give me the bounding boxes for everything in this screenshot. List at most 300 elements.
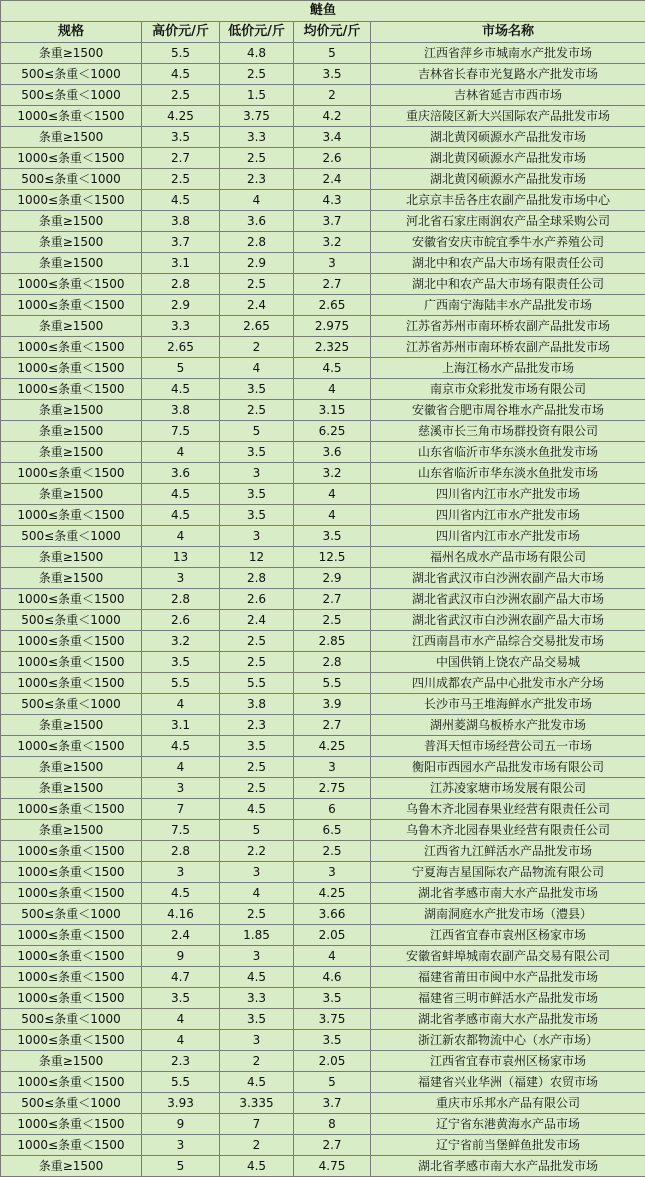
market-name-cell: 四川省内江市水产批发市场	[371, 526, 645, 547]
table-row	[1, 589, 645, 610]
market-name-cell: 福建省兴业华洲（福建）农贸市场	[371, 1072, 645, 1093]
spec-cell: 1000≤条重＜1500	[1, 190, 142, 211]
avg-price-cell: 2.6	[294, 148, 371, 169]
spec-cell: 1000≤条重＜1500	[1, 799, 142, 820]
low-price-cell: 3.5	[220, 484, 294, 505]
spec-cell: 1000≤条重＜1500	[1, 379, 142, 400]
spec-cell: 1000≤条重＜1500	[1, 1135, 142, 1156]
table-title: 鲢鱼	[1, 1, 645, 22]
market-name-cell: 湖北省武汉市白沙洲农副产品大市场	[371, 610, 645, 631]
high-price-cell: 2.5	[142, 85, 220, 106]
avg-price-cell: 3.2	[294, 463, 371, 484]
high-price-cell: 4.5	[142, 505, 220, 526]
market-name-cell: 江苏凌家塘市场发展有限公司	[371, 778, 645, 799]
low-price-cell: 2.5	[220, 64, 294, 85]
avg-price-cell: 3	[294, 253, 371, 274]
low-price-cell: 4	[220, 190, 294, 211]
avg-price-cell: 2.05	[294, 1051, 371, 1072]
low-price-cell: 3.5	[220, 736, 294, 757]
spec-cell: 500≤条重＜1000	[1, 904, 142, 925]
table-row	[1, 799, 645, 820]
high-price-cell: 5.5	[142, 673, 220, 694]
market-name-cell: 湖北省孝感市南大水产品批发市场	[371, 1009, 645, 1030]
market-name-cell: 福建省莆田市闽中水产品批发市场	[371, 967, 645, 988]
avg-price-cell: 3.66	[294, 904, 371, 925]
market-name-cell: 河北省石家庄雨润农产品全球采购公司	[371, 211, 645, 232]
avg-price-cell: 12.5	[294, 547, 371, 568]
spec-cell: 条重≥1500	[1, 421, 142, 442]
table-row	[1, 1114, 645, 1135]
table-row	[1, 379, 645, 400]
table-row	[1, 1030, 645, 1051]
table-row	[1, 169, 645, 190]
market-name-cell: 江苏省苏州市南环桥农副产品批发市场	[371, 337, 645, 358]
low-price-cell: 3	[220, 862, 294, 883]
header-high-price: 高价元/斤	[142, 22, 220, 43]
header-low-price: 低价元/斤	[220, 22, 294, 43]
avg-price-cell: 3.7	[294, 211, 371, 232]
low-price-cell: 3.5	[220, 379, 294, 400]
table-row	[1, 190, 645, 211]
market-name-cell: 衡阳市西园水产品批发市场有限公司	[371, 757, 645, 778]
table-row	[1, 778, 645, 799]
table-row	[1, 463, 645, 484]
spec-cell: 1000≤条重＜1500	[1, 946, 142, 967]
table-row	[1, 862, 645, 883]
avg-price-cell: 3.5	[294, 526, 371, 547]
table-row	[1, 967, 645, 988]
high-price-cell: 3	[142, 568, 220, 589]
low-price-cell: 3.3	[220, 988, 294, 1009]
low-price-cell: 3.6	[220, 211, 294, 232]
high-price-cell: 4.5	[142, 736, 220, 757]
table-row	[1, 484, 645, 505]
market-name-cell: 湖北省武汉市白沙洲农副产品大市场	[371, 589, 645, 610]
low-price-cell: 2.4	[220, 295, 294, 316]
table-row	[1, 64, 645, 85]
low-price-cell: 2.5	[220, 400, 294, 421]
avg-price-cell: 4.3	[294, 190, 371, 211]
avg-price-cell: 4	[294, 379, 371, 400]
table-title-row	[1, 1, 645, 22]
avg-price-cell: 6.25	[294, 421, 371, 442]
table-row	[1, 358, 645, 379]
table-row	[1, 694, 645, 715]
high-price-cell: 13	[142, 547, 220, 568]
high-price-cell: 2.65	[142, 337, 220, 358]
header-market-name: 市场名称	[371, 22, 645, 43]
high-price-cell: 3.7	[142, 232, 220, 253]
low-price-cell: 2.5	[220, 148, 294, 169]
spec-cell: 1000≤条重＜1500	[1, 673, 142, 694]
high-price-cell: 2.8	[142, 841, 220, 862]
low-price-cell: 12	[220, 547, 294, 568]
high-price-cell: 3	[142, 778, 220, 799]
market-name-cell: 江西省宜春市袁州区杨家市场	[371, 925, 645, 946]
table-row	[1, 988, 645, 1009]
high-price-cell: 4	[142, 1009, 220, 1030]
table-row	[1, 526, 645, 547]
avg-price-cell: 2.05	[294, 925, 371, 946]
spec-cell: 1000≤条重＜1500	[1, 1114, 142, 1135]
spec-cell: 1000≤条重＜1500	[1, 652, 142, 673]
table-row	[1, 652, 645, 673]
table-row	[1, 274, 645, 295]
low-price-cell: 2.3	[220, 169, 294, 190]
spec-cell: 1000≤条重＜1500	[1, 736, 142, 757]
low-price-cell: 3.5	[220, 1009, 294, 1030]
avg-price-cell: 3.2	[294, 232, 371, 253]
spec-cell: 1000≤条重＜1500	[1, 925, 142, 946]
high-price-cell: 2.4	[142, 925, 220, 946]
avg-price-cell: 2.8	[294, 652, 371, 673]
market-name-cell: 乌鲁木齐北园春果业经营有限责任公司	[371, 820, 645, 841]
spec-cell: 条重≥1500	[1, 820, 142, 841]
low-price-cell: 3	[220, 1030, 294, 1051]
low-price-cell: 2.4	[220, 610, 294, 631]
high-price-cell: 2.6	[142, 610, 220, 631]
high-price-cell: 2.3	[142, 1051, 220, 1072]
high-price-cell: 7.5	[142, 820, 220, 841]
table-row	[1, 1009, 645, 1030]
low-price-cell: 2.2	[220, 841, 294, 862]
spec-cell: 1000≤条重＜1500	[1, 463, 142, 484]
table-row	[1, 1072, 645, 1093]
market-name-cell: 江西省九江鲜活水产品批发市场	[371, 841, 645, 862]
high-price-cell: 4.5	[142, 484, 220, 505]
market-name-cell: 湖北中和农产品大市场有限责任公司	[371, 274, 645, 295]
spec-cell: 条重≥1500	[1, 442, 142, 463]
table-row	[1, 610, 645, 631]
low-price-cell: 4.5	[220, 967, 294, 988]
high-price-cell: 3.5	[142, 127, 220, 148]
market-name-cell: 慈溪市长三角市场群投资有限公司	[371, 421, 645, 442]
high-price-cell: 3.8	[142, 211, 220, 232]
avg-price-cell: 4.75	[294, 1156, 371, 1177]
avg-price-cell: 3.9	[294, 694, 371, 715]
avg-price-cell: 2.5	[294, 841, 371, 862]
market-name-cell: 安徽省合肥市周谷堆水产品批发市场	[371, 400, 645, 421]
market-name-cell: 上海江杨水产品批发市场	[371, 358, 645, 379]
high-price-cell: 4.7	[142, 967, 220, 988]
spec-cell: 条重≥1500	[1, 547, 142, 568]
low-price-cell: 2	[220, 1051, 294, 1072]
spec-cell: 1000≤条重＜1500	[1, 862, 142, 883]
high-price-cell: 4	[142, 1030, 220, 1051]
table-row	[1, 1156, 645, 1177]
market-name-cell: 湖南洞庭水产批发市场（澧县）	[371, 904, 645, 925]
high-price-cell: 2.9	[142, 295, 220, 316]
avg-price-cell: 2.65	[294, 295, 371, 316]
market-name-cell: 福建省三明市鲜活水产品批发市场	[371, 988, 645, 1009]
market-name-cell: 湖北省孝感市南大水产品批发市场	[371, 1156, 645, 1177]
market-name-cell: 南京市众彩批发市场有限公司	[371, 379, 645, 400]
high-price-cell: 4.5	[142, 190, 220, 211]
market-name-cell: 福州名成水产品市场有限公司	[371, 547, 645, 568]
spec-cell: 1000≤条重＜1500	[1, 295, 142, 316]
high-price-cell: 4	[142, 757, 220, 778]
spec-cell: 条重≥1500	[1, 1051, 142, 1072]
spec-cell: 1000≤条重＜1500	[1, 631, 142, 652]
avg-price-cell: 4	[294, 946, 371, 967]
avg-price-cell: 5	[294, 1072, 371, 1093]
table-row	[1, 568, 645, 589]
low-price-cell: 2.5	[220, 757, 294, 778]
avg-price-cell: 3.5	[294, 988, 371, 1009]
table-row	[1, 820, 645, 841]
low-price-cell: 3	[220, 463, 294, 484]
table-row	[1, 106, 645, 127]
avg-price-cell: 4.25	[294, 883, 371, 904]
high-price-cell: 3.1	[142, 253, 220, 274]
avg-price-cell: 6	[294, 799, 371, 820]
low-price-cell: 3.335	[220, 1093, 294, 1114]
low-price-cell: 2.3	[220, 715, 294, 736]
low-price-cell: 2.8	[220, 232, 294, 253]
avg-price-cell: 4.5	[294, 358, 371, 379]
table-row	[1, 253, 645, 274]
spec-cell: 500≤条重＜1000	[1, 169, 142, 190]
high-price-cell: 3.93	[142, 1093, 220, 1114]
avg-price-cell: 3	[294, 757, 371, 778]
table-row	[1, 295, 645, 316]
low-price-cell: 2.5	[220, 778, 294, 799]
table-row	[1, 925, 645, 946]
spec-cell: 1000≤条重＜1500	[1, 883, 142, 904]
table-header-row	[1, 22, 645, 43]
spec-cell: 1000≤条重＜1500	[1, 358, 142, 379]
table-row	[1, 211, 645, 232]
low-price-cell: 3.5	[220, 505, 294, 526]
low-price-cell: 1.5	[220, 85, 294, 106]
market-name-cell: 乌鲁木齐北园春果业经营有限责任公司	[371, 799, 645, 820]
spec-cell: 500≤条重＜1000	[1, 64, 142, 85]
avg-price-cell: 2.4	[294, 169, 371, 190]
spec-cell: 500≤条重＜1000	[1, 610, 142, 631]
avg-price-cell: 5.5	[294, 673, 371, 694]
low-price-cell: 5.5	[220, 673, 294, 694]
high-price-cell: 4	[142, 694, 220, 715]
market-name-cell: 山东省临沂市华东淡水鱼批发市场	[371, 442, 645, 463]
spec-cell: 1000≤条重＜1500	[1, 1030, 142, 1051]
avg-price-cell: 3.5	[294, 1030, 371, 1051]
high-price-cell: 5	[142, 358, 220, 379]
table-row	[1, 1093, 645, 1114]
table-row	[1, 757, 645, 778]
avg-price-cell: 4.2	[294, 106, 371, 127]
avg-price-cell: 3	[294, 862, 371, 883]
market-name-cell: 湖北中和农产品大市场有限责任公司	[371, 253, 645, 274]
market-name-cell: 湖北省孝感市南大水产品批发市场	[371, 883, 645, 904]
avg-price-cell: 2	[294, 85, 371, 106]
low-price-cell: 2.9	[220, 253, 294, 274]
avg-price-cell: 3.4	[294, 127, 371, 148]
high-price-cell: 4.16	[142, 904, 220, 925]
table-row	[1, 400, 645, 421]
spec-cell: 条重≥1500	[1, 43, 142, 64]
low-price-cell: 2.5	[220, 631, 294, 652]
high-price-cell: 4.5	[142, 379, 220, 400]
low-price-cell: 3.75	[220, 106, 294, 127]
spec-cell: 500≤条重＜1000	[1, 526, 142, 547]
market-name-cell: 北京京丰岳各庄农副产品批发市场中心	[371, 190, 645, 211]
spec-cell: 条重≥1500	[1, 400, 142, 421]
high-price-cell: 3.5	[142, 988, 220, 1009]
market-name-cell: 重庆涪陵区新大兴国际农产品批发市场	[371, 106, 645, 127]
table-row	[1, 841, 645, 862]
high-price-cell: 7.5	[142, 421, 220, 442]
market-name-cell: 辽宁省东港黄海水产品市场	[371, 1114, 645, 1135]
low-price-cell: 4.5	[220, 1072, 294, 1093]
market-name-cell: 吉林省延吉市西市场	[371, 85, 645, 106]
spec-cell: 条重≥1500	[1, 715, 142, 736]
market-name-cell: 湖北省武汉市白沙洲农副产品大市场	[371, 568, 645, 589]
avg-price-cell: 2.7	[294, 274, 371, 295]
high-price-cell: 5	[142, 1156, 220, 1177]
high-price-cell: 3.1	[142, 715, 220, 736]
avg-price-cell: 2.7	[294, 1135, 371, 1156]
spec-cell: 1000≤条重＜1500	[1, 841, 142, 862]
low-price-cell: 3	[220, 526, 294, 547]
table-row	[1, 232, 645, 253]
avg-price-cell: 4	[294, 505, 371, 526]
low-price-cell: 5	[220, 820, 294, 841]
spec-cell: 条重≥1500	[1, 127, 142, 148]
low-price-cell: 5	[220, 421, 294, 442]
table-row	[1, 736, 645, 757]
market-name-cell: 长沙市马王堆海鲜水产批发市场	[371, 694, 645, 715]
high-price-cell: 4	[142, 526, 220, 547]
high-price-cell: 3.8	[142, 400, 220, 421]
table-row	[1, 421, 645, 442]
table-row	[1, 946, 645, 967]
header-spec: 规格	[1, 22, 142, 43]
market-name-cell: 湖州菱湖乌板桥水产批发市场	[371, 715, 645, 736]
spec-cell: 条重≥1500	[1, 211, 142, 232]
high-price-cell: 9	[142, 1114, 220, 1135]
spec-cell: 条重≥1500	[1, 778, 142, 799]
spec-cell: 1000≤条重＜1500	[1, 988, 142, 1009]
spec-cell: 1000≤条重＜1500	[1, 148, 142, 169]
high-price-cell: 3.2	[142, 631, 220, 652]
spec-cell: 条重≥1500	[1, 232, 142, 253]
avg-price-cell: 3.75	[294, 1009, 371, 1030]
market-name-cell: 宁夏海吉星国际农产品物流有限公司	[371, 862, 645, 883]
avg-price-cell: 2.975	[294, 316, 371, 337]
avg-price-cell: 2.325	[294, 337, 371, 358]
low-price-cell: 4.8	[220, 43, 294, 64]
avg-price-cell: 2.75	[294, 778, 371, 799]
table-row	[1, 904, 645, 925]
market-name-cell: 广西南宁海陆丰水产品批发市场	[371, 295, 645, 316]
spec-cell: 500≤条重＜1000	[1, 1093, 142, 1114]
low-price-cell: 4.5	[220, 1156, 294, 1177]
spec-cell: 500≤条重＜1000	[1, 1009, 142, 1030]
high-price-cell: 7	[142, 799, 220, 820]
avg-price-cell: 3.15	[294, 400, 371, 421]
market-name-cell: 辽宁省前当堡鲜鱼批发市场	[371, 1135, 645, 1156]
table-row	[1, 337, 645, 358]
market-name-cell: 湖北黄冈硕源水产品批发市场	[371, 148, 645, 169]
market-name-cell: 安徽省蚌埠城南农副产品交易有限公司	[371, 946, 645, 967]
high-price-cell: 3.5	[142, 652, 220, 673]
avg-price-cell: 5	[294, 43, 371, 64]
spec-cell: 500≤条重＜1000	[1, 694, 142, 715]
high-price-cell: 2.7	[142, 148, 220, 169]
high-price-cell: 2.5	[142, 169, 220, 190]
low-price-cell: 2	[220, 337, 294, 358]
table-row	[1, 883, 645, 904]
avg-price-cell: 2.7	[294, 715, 371, 736]
table-row	[1, 442, 645, 463]
avg-price-cell: 2.7	[294, 589, 371, 610]
market-name-cell: 普洱天恒市场经营公司五一市场	[371, 736, 645, 757]
spec-cell: 条重≥1500	[1, 568, 142, 589]
low-price-cell: 2.8	[220, 568, 294, 589]
spec-cell: 1000≤条重＜1500	[1, 106, 142, 127]
high-price-cell: 3.6	[142, 463, 220, 484]
market-name-cell: 安徽省安庆市皖宜季牛水产养殖公司	[371, 232, 645, 253]
high-price-cell: 4	[142, 442, 220, 463]
table-row	[1, 547, 645, 568]
high-price-cell: 3	[142, 1135, 220, 1156]
market-name-cell: 湖北黄冈硕源水产品批发市场	[371, 169, 645, 190]
high-price-cell: 5.5	[142, 1072, 220, 1093]
table-row	[1, 316, 645, 337]
table-row	[1, 127, 645, 148]
avg-price-cell: 4.25	[294, 736, 371, 757]
spec-cell: 1000≤条重＜1500	[1, 1072, 142, 1093]
table-row	[1, 148, 645, 169]
market-name-cell: 吉林省长春市光复路水产批发市场	[371, 64, 645, 85]
low-price-cell: 4	[220, 358, 294, 379]
spec-cell: 条重≥1500	[1, 316, 142, 337]
header-avg-price: 均价元/斤	[294, 22, 371, 43]
low-price-cell: 1.85	[220, 925, 294, 946]
spec-cell: 500≤条重＜1000	[1, 85, 142, 106]
spec-cell: 条重≥1500	[1, 757, 142, 778]
spec-cell: 1000≤条重＜1500	[1, 967, 142, 988]
spec-cell: 1000≤条重＜1500	[1, 274, 142, 295]
avg-price-cell: 8	[294, 1114, 371, 1135]
market-name-cell: 湖北黄冈硕源水产品批发市场	[371, 127, 645, 148]
avg-price-cell: 2.5	[294, 610, 371, 631]
low-price-cell: 2	[220, 1135, 294, 1156]
high-price-cell: 4.5	[142, 883, 220, 904]
high-price-cell: 4.25	[142, 106, 220, 127]
high-price-cell: 9	[142, 946, 220, 967]
avg-price-cell: 4.6	[294, 967, 371, 988]
high-price-cell: 2.8	[142, 589, 220, 610]
avg-price-cell: 2.85	[294, 631, 371, 652]
low-price-cell: 3.3	[220, 127, 294, 148]
spec-cell: 条重≥1500	[1, 1156, 142, 1177]
low-price-cell: 2.5	[220, 904, 294, 925]
spec-cell: 1000≤条重＜1500	[1, 337, 142, 358]
avg-price-cell: 3.6	[294, 442, 371, 463]
avg-price-cell: 2.9	[294, 568, 371, 589]
table-row	[1, 673, 645, 694]
market-name-cell: 浙江新农都物流中心（水产市场）	[371, 1030, 645, 1051]
market-name-cell: 重庆市乐邦水产品有限公司	[371, 1093, 645, 1114]
spec-cell: 条重≥1500	[1, 253, 142, 274]
low-price-cell: 3	[220, 946, 294, 967]
high-price-cell: 2.8	[142, 274, 220, 295]
spec-cell: 1000≤条重＜1500	[1, 505, 142, 526]
table-row	[1, 505, 645, 526]
market-name-cell: 中国供销上饶农产品交易城	[371, 652, 645, 673]
table-row	[1, 631, 645, 652]
